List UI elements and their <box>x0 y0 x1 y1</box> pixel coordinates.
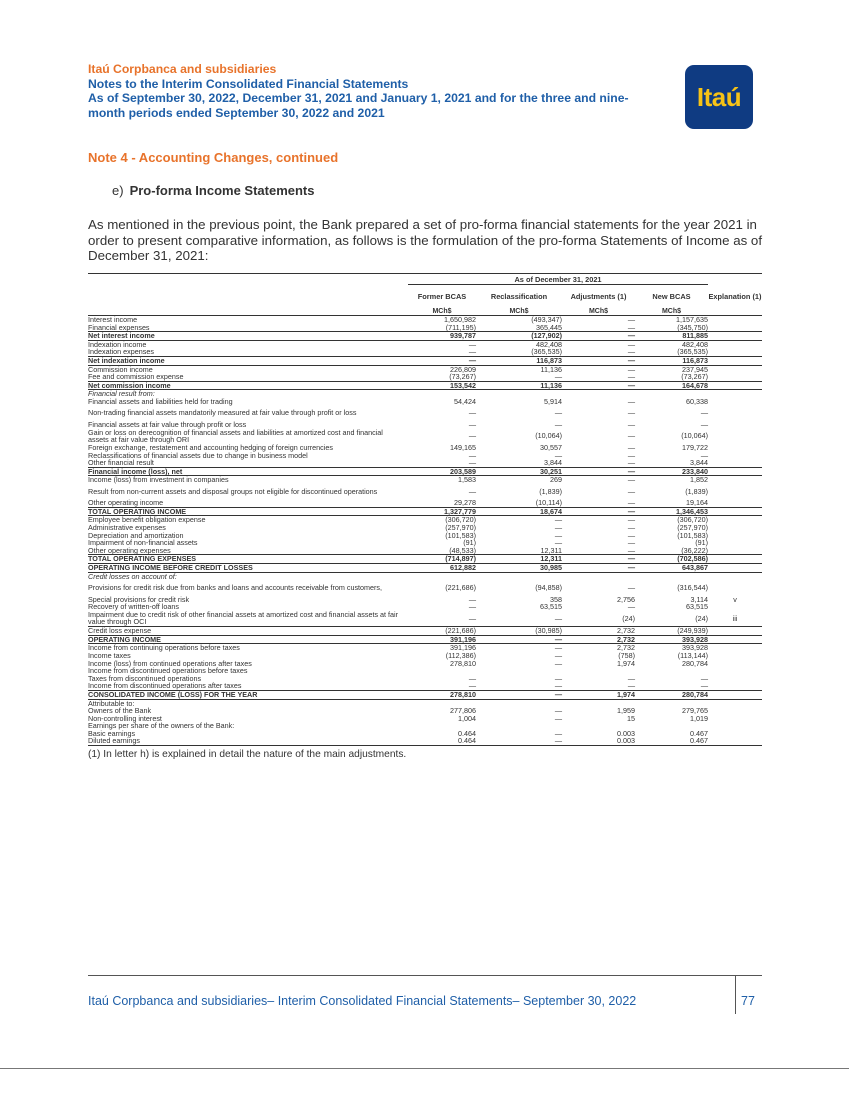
row-label: TOTAL OPERATING INCOME <box>88 506 187 516</box>
row-label: Administrative expenses <box>88 523 166 533</box>
row-cell: — <box>627 315 635 324</box>
row-cell: — <box>554 650 562 660</box>
row-cell: 278,810 <box>450 658 476 668</box>
table-row <box>88 627 762 636</box>
row-cell: (345,750) <box>677 322 708 332</box>
page-number: 77 <box>741 994 755 1008</box>
row-label: Non-trading financial assets mandatorily measured at fair value through profit or loss <box>88 408 357 418</box>
row-cell: (48,533) <box>449 545 476 555</box>
row-cell: — <box>627 331 635 341</box>
table-row <box>88 580 762 595</box>
table-row <box>88 564 762 573</box>
table-row <box>88 373 762 382</box>
row-cell: 391,196 <box>450 643 476 653</box>
row-label: Recovery of written-off loans <box>88 602 179 612</box>
table-row <box>88 539 762 547</box>
row-cell: 3,114 <box>690 594 708 604</box>
row-cell: — <box>627 380 635 390</box>
row-cell: — <box>627 554 635 564</box>
row-cell: 482,408 <box>682 339 708 349</box>
company-name: Itaú Corpbanca and subsidiaries <box>88 62 277 76</box>
row-cell: 1,004 <box>458 713 476 723</box>
row-cell: 60,338 <box>686 396 708 406</box>
row-cell: 393,928 <box>682 643 708 653</box>
table-header-row <box>88 285 762 307</box>
row-cell: — <box>627 396 635 406</box>
row-cell: — <box>554 658 562 668</box>
row-label: Indexation income <box>88 339 147 349</box>
row-cell: — <box>468 458 476 468</box>
row-cell: — <box>554 538 562 548</box>
table-row <box>88 398 762 406</box>
row-cell: — <box>468 613 476 623</box>
row-label: Net commission income <box>88 380 171 390</box>
row-cell: — <box>554 372 562 382</box>
row-cell: — <box>627 681 635 691</box>
row-cell: 278,810 <box>450 689 476 699</box>
row-cell: 391,196 <box>450 634 476 644</box>
table-row <box>88 730 762 738</box>
row-cell: (493,347) <box>531 315 562 324</box>
row-cell: (1,839) <box>685 486 708 496</box>
row-cell: (112,386) <box>445 650 476 660</box>
section-heading <box>112 183 315 198</box>
row-cell: (101,583) <box>677 530 708 540</box>
row-label: Non-controlling interest <box>88 713 162 723</box>
row-cell: (24) <box>695 613 708 623</box>
row-cell: 233,840 <box>682 466 708 476</box>
row-cell: 482,408 <box>536 339 562 349</box>
row-cell: — <box>627 602 635 612</box>
row-cell: 1,974 <box>617 689 635 699</box>
row-cell: — <box>627 498 635 508</box>
row-cell: (365,535) <box>531 347 562 357</box>
table-row <box>88 332 762 341</box>
row-cell: 226,809 <box>450 364 476 374</box>
row-cell: 153,542 <box>450 380 476 390</box>
row-cell: 0.467 <box>690 736 708 746</box>
row-cell: (24) <box>622 613 635 623</box>
row-cell: 1,852 <box>690 475 708 485</box>
row-label: Diluted earnings <box>88 736 140 746</box>
row-cell: — <box>554 613 562 623</box>
row-cell: — <box>554 673 562 683</box>
row-cell: 2,732 <box>617 634 635 644</box>
row-cell: 12,311 <box>540 545 562 555</box>
row-label: OPERATING INCOME BEFORE CREDIT LOSSES <box>88 563 253 573</box>
row-cell: — <box>627 408 635 418</box>
row-cell: — <box>554 736 562 746</box>
row-label: Income from discontinued operations before taxes <box>88 666 248 676</box>
row-cell: 18,674 <box>540 506 562 516</box>
row-cell: — <box>627 475 635 485</box>
row-cell: — <box>554 530 562 540</box>
row-label: Impairment due to credit risk of other financial assets at amortized cost and financial assets at fair value through OCI <box>88 609 399 627</box>
table-row <box>88 341 762 349</box>
row-cell: 164,678 <box>682 380 708 390</box>
row-label: Commission income <box>88 364 153 374</box>
row-cell: 280,784 <box>682 658 708 668</box>
table-row <box>88 516 762 524</box>
row-cell: — <box>627 419 635 429</box>
row-cell: 269 <box>550 475 562 485</box>
row-label: Financial expenses <box>88 322 150 332</box>
row-cell: 116,873 <box>682 355 708 365</box>
row-label: CONSOLIDATED INCOME (LOSS) FOR THE YEAR <box>88 689 258 699</box>
row-cell: 0.003 <box>617 728 635 738</box>
table-row <box>88 316 762 324</box>
unit-adjustments: MCh$ <box>588 307 609 315</box>
row-cell: 11,136 <box>540 380 562 390</box>
row-label: Income (loss) from investment in companies <box>88 475 229 485</box>
row-cell: (365,535) <box>677 347 708 357</box>
row-cell: — <box>627 347 635 357</box>
row-cell: 179,722 <box>682 442 708 452</box>
row-cell: iii <box>732 613 738 623</box>
row-label: Income from continuing operations before taxes <box>88 643 240 653</box>
col-header-former: Former BCAS <box>417 291 467 301</box>
row-cell: — <box>468 602 476 612</box>
row-cell: v <box>733 594 737 604</box>
table-row <box>88 324 762 333</box>
row-cell: 3,844 <box>544 458 562 468</box>
row-cell: (10,064) <box>535 431 562 441</box>
row-label: Depreciation and amortization <box>88 530 184 540</box>
row-cell: (101,583) <box>445 530 476 540</box>
row-label: Net interest income <box>88 331 155 341</box>
row-cell: — <box>468 450 476 460</box>
header-line-2: Notes to the Interim Consolidated Financial Statements <box>88 76 409 91</box>
row-cell: 939,787 <box>450 331 476 341</box>
row-cell: (73,267) <box>449 372 476 382</box>
row-cell: (257,970) <box>677 523 708 533</box>
row-cell: (127,902) <box>531 331 562 341</box>
row-cell: 30,251 <box>540 466 562 476</box>
row-cell: — <box>554 728 562 738</box>
row-cell: (36,222) <box>681 545 708 555</box>
row-cell: — <box>627 515 635 525</box>
unit-former: MCh$ <box>432 307 452 315</box>
table-row <box>88 484 762 499</box>
row-cell: 12,311 <box>540 554 562 564</box>
section-title: Pro-forma Income Statements <box>129 183 315 198</box>
row-cell: (714,897) <box>445 554 476 564</box>
row-cell: — <box>468 431 476 441</box>
row-cell: 5,914 <box>544 396 562 406</box>
row-cell: 1,019 <box>690 713 708 723</box>
row-cell: — <box>700 681 708 691</box>
row-cell: — <box>468 486 476 496</box>
table-row <box>88 429 762 444</box>
row-cell: 0.003 <box>617 736 635 746</box>
row-cell: — <box>627 563 635 573</box>
row-cell: 358 <box>550 594 562 604</box>
row-cell: — <box>627 442 635 452</box>
row-cell: — <box>554 713 562 723</box>
row-cell: — <box>627 486 635 496</box>
row-label: Net indexation income <box>88 355 165 365</box>
row-cell: — <box>468 347 476 357</box>
logo-text: Itaú <box>696 81 742 112</box>
row-cell: 30,985 <box>540 563 562 573</box>
row-label: Credit loss expense <box>88 626 152 636</box>
row-label: Income taxes <box>88 650 131 660</box>
row-cell: — <box>627 466 635 476</box>
row-label: Other operating expenses <box>88 545 171 555</box>
row-cell: (306,720) <box>677 515 708 525</box>
row-cell: 277,806 <box>450 706 476 716</box>
row-cell: 29,278 <box>454 498 476 508</box>
col-header-adjustments: Adjustments (1) <box>570 291 627 301</box>
row-cell: 393,928 <box>682 634 708 644</box>
row-cell: — <box>554 419 562 429</box>
row-cell: — <box>700 450 708 460</box>
row-cell: 612,882 <box>450 563 476 573</box>
row-label: Result from non-current assets and disposal groups not eligible for discontinued operations <box>88 486 378 496</box>
row-cell: (94,858) <box>535 583 562 593</box>
table-row <box>88 452 762 460</box>
table-row <box>88 357 762 366</box>
row-cell: (758) <box>618 650 635 660</box>
table-row <box>88 348 762 357</box>
row-cell: 0.464 <box>458 728 476 738</box>
row-label: Income (loss) from continued operations after taxes <box>88 658 252 668</box>
table-period: As of December 31, 2021 <box>408 275 708 285</box>
row-cell: — <box>700 419 708 429</box>
row-cell: — <box>468 681 476 691</box>
table-period-row <box>88 273 762 285</box>
row-cell: — <box>468 419 476 429</box>
row-cell: 0.467 <box>690 728 708 738</box>
row-cell: — <box>554 689 562 699</box>
row-cell: (221,686) <box>445 583 476 593</box>
row-cell: (91) <box>463 538 476 548</box>
table-row <box>88 406 762 421</box>
table-row <box>88 524 762 532</box>
row-cell: — <box>468 673 476 683</box>
table-row <box>88 459 762 468</box>
row-label: Financial assets and liabilities held for trading <box>88 396 233 406</box>
row-label: Interest income <box>88 315 138 324</box>
row-cell: — <box>627 458 635 468</box>
row-cell: 0.464 <box>458 736 476 746</box>
row-cell: 1,650,982 <box>444 315 476 324</box>
row-label: Reclassifications of financial assets due to change in business model <box>88 450 308 460</box>
row-label: Fee and commission expense <box>88 372 184 382</box>
row-cell: 30,557 <box>540 442 562 452</box>
row-cell: 1,346,453 <box>676 506 708 516</box>
row-cell: 116,873 <box>536 355 562 365</box>
row-cell: — <box>627 530 635 540</box>
row-cell: (30,985) <box>535 626 562 636</box>
row-cell: — <box>627 538 635 548</box>
row-cell: — <box>627 372 635 382</box>
row-label: Other financial result <box>88 458 154 468</box>
row-label: Gain or loss on derecognition of financial assets and liabilities at amortized cost and financial assets at fair value through ORI <box>88 427 383 445</box>
table-units-row <box>88 307 762 316</box>
row-cell: 1,327,779 <box>444 506 476 516</box>
table-row <box>88 722 762 730</box>
unit-reclass: MCh$ <box>509 307 529 315</box>
footer-divider <box>735 976 736 1014</box>
table-row <box>88 476 762 484</box>
row-cell: (1,839) <box>539 486 562 496</box>
row-label: Income from discontinued operations after taxes <box>88 681 242 691</box>
row-cell: 63,515 <box>540 602 562 612</box>
row-cell: — <box>554 643 562 653</box>
table-row <box>88 382 762 391</box>
row-cell: (113,144) <box>677 650 708 660</box>
row-label: Financial income (loss), net <box>88 466 183 476</box>
row-cell: 149,165 <box>450 442 476 452</box>
table-row <box>88 366 762 374</box>
row-cell: 280,784 <box>682 689 708 699</box>
table-body <box>88 316 762 746</box>
table-row <box>88 644 762 652</box>
page-bottom-rule <box>0 1068 849 1069</box>
row-cell: — <box>554 681 562 691</box>
row-label: Attributable to: <box>88 698 135 708</box>
table-footnote: (1) In letter h) is explained in detail the nature of the main adjustments. <box>88 749 407 761</box>
row-label: Owners of the Bank <box>88 706 152 716</box>
row-cell: — <box>627 322 635 332</box>
table-row <box>88 499 762 508</box>
table-row <box>88 573 762 581</box>
row-cell: 2,756 <box>617 594 635 604</box>
row-cell: — <box>627 364 635 374</box>
row-cell: 811,885 <box>682 331 708 341</box>
row-cell: 1,974 <box>617 658 635 668</box>
row-cell: — <box>700 408 708 418</box>
unit-new: MCh$ <box>661 307 682 315</box>
row-cell: (10,114) <box>535 498 562 508</box>
row-cell: (221,686) <box>445 626 476 636</box>
row-cell: — <box>468 408 476 418</box>
col-header-explanation: Explanation (1) <box>708 291 762 301</box>
row-cell: — <box>627 450 635 460</box>
row-cell: — <box>627 355 635 365</box>
row-cell: 2,732 <box>617 626 635 636</box>
row-cell: — <box>627 506 635 516</box>
row-cell: 15 <box>627 713 635 723</box>
row-cell: — <box>627 583 635 593</box>
table-row <box>88 691 762 700</box>
row-cell: — <box>554 706 562 716</box>
row-label: Earnings per share of the owners of the Bank: <box>88 721 235 731</box>
row-cell: 1,583 <box>458 475 476 485</box>
row-cell: 2,732 <box>617 643 635 653</box>
table-row <box>88 737 762 746</box>
row-cell: — <box>627 545 635 555</box>
row-label: Basic earnings <box>88 728 136 738</box>
row-label: Foreign exchange, restatement and accounting hedging of foreign currencies <box>88 442 333 452</box>
row-cell: 237,945 <box>682 364 708 374</box>
row-cell: 1,959 <box>617 706 635 716</box>
row-cell: — <box>554 523 562 533</box>
table-row <box>88 596 762 604</box>
row-cell: 1,157,635 <box>676 315 708 324</box>
table-row <box>88 700 762 708</box>
row-cell: — <box>627 673 635 683</box>
row-cell: — <box>554 408 562 418</box>
row-cell: (702,586) <box>677 554 708 564</box>
row-cell: (316,544) <box>677 583 708 593</box>
row-cell: (73,267) <box>681 372 708 382</box>
footer-text: Itaú Corpbanca and subsidiaries– Interim Consolidated Financial Statements– September 30, 2022 <box>88 994 637 1008</box>
row-label: Taxes from discontinued operations <box>88 673 202 683</box>
row-label: Financial assets at fair value through profit or loss <box>88 419 247 429</box>
row-label: Indexation expenses <box>88 347 154 357</box>
row-cell: 3,844 <box>690 458 708 468</box>
row-cell: (306,720) <box>445 515 476 525</box>
row-cell: — <box>468 594 476 604</box>
row-cell: — <box>468 355 476 365</box>
row-label: Special provisions for credit risk <box>88 594 190 604</box>
row-label: OPERATING INCOME <box>88 634 161 644</box>
row-cell: 19,164 <box>686 498 708 508</box>
row-cell: — <box>554 634 562 644</box>
row-label: Other operating income <box>88 498 164 508</box>
row-label: Financial result from: <box>88 389 155 399</box>
row-cell: — <box>468 339 476 349</box>
row-cell: (257,970) <box>445 523 476 533</box>
row-cell: 203,589 <box>450 466 476 476</box>
income-statement-table <box>88 273 762 760</box>
row-cell: (249,939) <box>677 626 708 636</box>
col-header-new: New BCAS <box>652 291 691 301</box>
row-cell: — <box>627 523 635 533</box>
row-cell: 279,765 <box>682 706 708 716</box>
row-label: Credit losses on account of: <box>88 571 177 581</box>
table-row <box>88 707 762 715</box>
table-row <box>88 611 762 627</box>
itau-logo <box>685 65 753 129</box>
page-footer <box>88 975 762 1008</box>
row-cell: (711,195) <box>445 322 476 332</box>
row-cell: 365,445 <box>536 322 562 332</box>
document-header <box>88 62 648 120</box>
header-line-3: As of September 30, 2022, December 31, 2021 and January 1, 2021 and for the three and nine-month periods ended September 30, 2022 and 2021 <box>88 91 629 120</box>
intro-paragraph: As mentioned in the previous point, the Bank prepared a set of pro-forma financial statements for the year 2021 in order to present comparative information, as follows is the formulation of the pro-forma Statements of Income as of December 31, 2021: <box>88 217 763 263</box>
row-cell: 643,867 <box>682 563 708 573</box>
row-cell: 54,424 <box>454 396 476 406</box>
row-cell: (91) <box>695 538 708 548</box>
row-label: Impairment of non-financial assets <box>88 538 198 548</box>
row-cell: 63,515 <box>686 602 708 612</box>
row-cell: — <box>627 431 635 441</box>
note-title: Note 4 - Accounting Changes, continued <box>88 150 339 165</box>
row-cell: 11,136 <box>540 364 562 374</box>
col-header-reclass: Reclassification <box>490 291 548 301</box>
row-label: TOTAL OPERATING EXPENSES <box>88 554 197 564</box>
row-cell: — <box>554 515 562 525</box>
row-cell: — <box>700 673 708 683</box>
row-cell: — <box>627 339 635 349</box>
section-letter: e) <box>112 183 124 198</box>
row-label: Employee benefit obligation expense <box>88 515 206 525</box>
row-cell: (10,064) <box>681 431 708 441</box>
row-label: Provisions for credit risk due from banks and loans and accounts receivable from customers, <box>88 583 383 593</box>
row-cell: — <box>554 450 562 460</box>
